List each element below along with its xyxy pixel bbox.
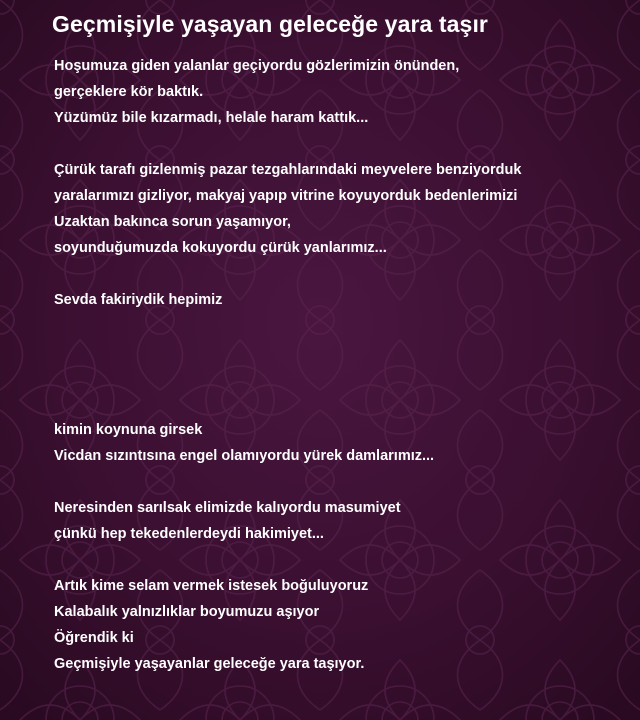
poem-line: yaralarımızı gizliyor, makyaj yapıp vitrine koyuyorduk bedenlerimizi	[54, 188, 518, 204]
poem-line: Vicdan sızıntısına engel olamıyordu yürek damlarımız...	[54, 448, 435, 464]
stanza	[54, 157, 624, 261]
poem-line: Kalabalık yalnızlıklar boyumuzu aşıyor	[54, 604, 320, 620]
poem-line: soyunduğumuzda kokuyordu çürük yanlarımız...	[54, 240, 387, 256]
stanza	[54, 53, 624, 131]
poem-line: Artık kime selam vermek istesek boğuluyoruz	[54, 578, 369, 594]
stanza	[54, 573, 624, 677]
stanza	[54, 417, 624, 469]
poem-line: Uzaktan bakınca sorun yaşamıyor,	[54, 214, 291, 230]
stanza-gap	[54, 339, 624, 417]
poem-line: Neresinden sarılsak elimizde kalıyordu masumiyet	[54, 500, 401, 516]
stanza	[54, 287, 624, 313]
poem-line: Öğrendik ki	[54, 630, 134, 646]
poem-title: Geçmişiyle yaşayan geleceğe yara taşır	[52, 11, 488, 37]
poem-line: gerçeklere kör baktık.	[54, 84, 204, 100]
stanza	[54, 495, 624, 547]
poem-line: Hoşumuza giden yalanlar geçiyordu gözlerimizin önünden,	[54, 58, 460, 74]
poem-line: Çürük tarafı gizlenmiş pazar tezgahlarındaki meyvelere benziyorduk	[54, 162, 522, 178]
poem-line: çünkü hep tekedenlerdeydi hakimiyet...	[54, 526, 324, 542]
poem-line: Yüzümüz bile kızarmadı, helale haram kattık...	[54, 110, 369, 126]
poem-line: kimin koynuna girsek	[54, 422, 203, 438]
poem-body	[54, 53, 624, 703]
poem-line: Sevda fakiriydik hepimiz	[54, 292, 223, 308]
poem-line: Geçmişiyle yaşayanlar geleceğe yara taşıyor.	[54, 656, 365, 672]
